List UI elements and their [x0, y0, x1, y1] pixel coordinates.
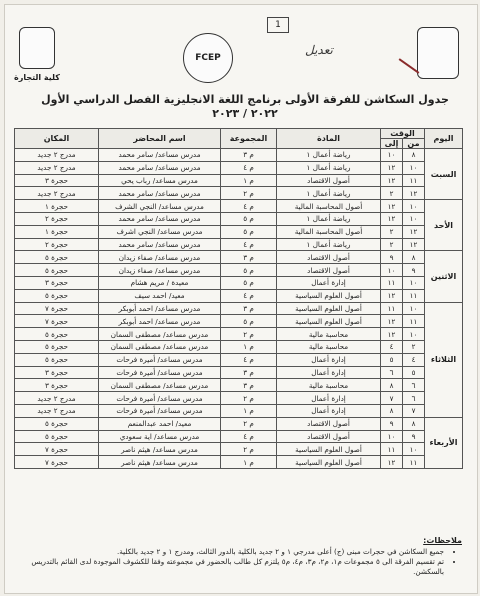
cell-subject: رياضة أعمال ١ [277, 187, 381, 200]
cell-subject: إدارة أعمال [277, 276, 381, 289]
cell-group: م ٢ [221, 417, 277, 430]
cell-group: م ٣ [221, 366, 277, 379]
cell-lecturer: مدرس مساعد/ النجي الشرف [99, 200, 221, 213]
cell-from: ١١ [403, 456, 425, 469]
cell-lecturer: معيدة / مريم هشام [99, 276, 221, 289]
cell-subject: رياضة أعمال ١ [277, 212, 381, 225]
cell-lecturer: مدرس مساعد/ مصطفى السمان [99, 379, 221, 392]
cell-to: ١٢ [381, 289, 403, 302]
cell-from: ٢ [403, 340, 425, 353]
cell-from: ٧ [403, 404, 425, 417]
cell-group: م ٤ [221, 200, 277, 213]
cell-place: حجرة ١ [15, 225, 99, 238]
cell-to: ١١ [381, 302, 403, 315]
cell-subject: أصول المحاسبة المالية [277, 225, 381, 238]
cell-group: م ٥ [221, 212, 277, 225]
college-label: كلية التجارة [14, 73, 60, 82]
cell-lecturer: مدرس مساعد/ رباب يحي [99, 174, 221, 187]
cell-group: م ١ [221, 340, 277, 353]
day-cell: الأربعاء [425, 417, 463, 468]
day-cell: السبت [425, 149, 463, 200]
cell-lecturer: مدرس مساعد/ أميرة فرحات [99, 392, 221, 405]
cell-to: ١٢ [381, 200, 403, 213]
cell-to: ١٢ [381, 212, 403, 225]
table-row [15, 456, 463, 469]
day-cell: الثلاثاء [425, 302, 463, 417]
cell-from: ١٠ [403, 200, 425, 213]
cell-place: حجرة ٥ [15, 353, 99, 366]
table-row [15, 443, 463, 456]
cell-group: م ٢ [221, 328, 277, 341]
col-day: اليوم [425, 129, 463, 149]
cell-to: ٨ [381, 379, 403, 392]
cell-group: م ٢ [221, 443, 277, 456]
cell-group: م ٤ [221, 353, 277, 366]
cell-to: ١٢ [381, 161, 403, 174]
cell-lecturer: مدرس مساعد/ سامر محمد [99, 187, 221, 200]
handwritten-note: تعديل [305, 43, 333, 57]
cell-place: مدرج ٢ جديد [15, 392, 99, 405]
table-row [15, 276, 463, 289]
cell-from: ٩ [403, 264, 425, 277]
cell-group: م ٢ [221, 187, 277, 200]
cell-lecturer: مدرس مساعد/ النجي اشرف [99, 225, 221, 238]
cell-subject: أصول العلوم السياسية [277, 443, 381, 456]
cell-place: حجرة ٧ [15, 315, 99, 328]
cell-group: م ٤ [221, 430, 277, 443]
cell-place: حجرة ٥ [15, 328, 99, 341]
cell-from: ٦ [403, 379, 425, 392]
table-row [15, 353, 463, 366]
cell-from: ١٠ [403, 302, 425, 315]
col-group: المجموعة [221, 129, 277, 149]
table-row [15, 289, 463, 302]
cell-place: حجرة ٢ [15, 238, 99, 251]
cell-from: ١١ [403, 174, 425, 187]
cell-lecturer: مدرس مساعد/ هيثم ناصر [99, 456, 221, 469]
cell-from: ٦ [403, 392, 425, 405]
university-logo [19, 27, 55, 69]
table-row [15, 174, 463, 187]
cell-place: حجرة ٧ [15, 443, 99, 456]
day-cell: الأحد [425, 200, 463, 251]
cell-subject: أصول العلوم السياسية [277, 315, 381, 328]
table-row [15, 212, 463, 225]
cell-from: ١٠ [403, 212, 425, 225]
cell-to: ١٢ [381, 315, 403, 328]
cell-subject: إدارة أعمال [277, 392, 381, 405]
cell-lecturer: مدرس مساعد/ هيثم ناصر [99, 443, 221, 456]
col-time: الوقت [381, 129, 425, 139]
cell-to: ١٠ [381, 149, 403, 162]
cell-subject: محاسبة مالية [277, 328, 381, 341]
cell-place: حجرة ٥ [15, 430, 99, 443]
cell-subject: رياضة أعمال ١ [277, 161, 381, 174]
table-row [15, 161, 463, 174]
cell-from: ١٢ [403, 225, 425, 238]
cell-from: ١٢ [403, 187, 425, 200]
cell-from: ١٠ [403, 443, 425, 456]
cell-to: ١١ [381, 443, 403, 456]
cell-from: ١٠ [403, 328, 425, 341]
cell-place: حجرة ٧ [15, 302, 99, 315]
cell-group: م ١ [221, 456, 277, 469]
day-cell: الاثنين [425, 251, 463, 302]
table-row [15, 251, 463, 264]
cell-lecturer: معيد/ احمد سيف [99, 289, 221, 302]
cell-subject: أصول الاقتصاد [277, 174, 381, 187]
table-row [15, 430, 463, 443]
cell-place: حجرة ١ [15, 200, 99, 213]
cell-place: حجرة ٥ [15, 417, 99, 430]
cell-subject: أصول العلوم السياسية [277, 302, 381, 315]
cell-from: ٤ [403, 353, 425, 366]
cell-subject: رياضة أعمال ١ [277, 238, 381, 251]
table-row [15, 302, 463, 315]
table-row [15, 366, 463, 379]
cell-lecturer: مدرس مساعد/ صفاء زيدان [99, 264, 221, 277]
cell-lecturer: مدرس مساعد/ احمد أبوبكر [99, 302, 221, 315]
cell-subject: أصول المحاسبة المالية [277, 200, 381, 213]
cell-group: م ٤ [221, 161, 277, 174]
cell-subject: محاسبة مالية [277, 379, 381, 392]
cell-to: ٩ [381, 417, 403, 430]
cell-lecturer: مدرس مساعد/ مصطفى السمان [99, 340, 221, 353]
cell-group: م ٥ [221, 276, 277, 289]
cell-group: م ٢ [221, 392, 277, 405]
cell-lecturer: مدرس مساعد/ صفاء زيدان [99, 251, 221, 264]
cell-subject: أصول الاقتصاد [277, 251, 381, 264]
cell-place: حجرة ٥ [15, 289, 99, 302]
cell-group: م ٥ [221, 315, 277, 328]
cell-place: حجرة ٣ [15, 366, 99, 379]
cell-lecturer: مدرس مساعد/ سامر محمد [99, 149, 221, 162]
note-item: • تم تقسيم الفرقة الى ٥ مجموعات م١، م٢، م٣، م٤، م٥ يلتزم كل طالب بالحضور في مجموعته وفقا للكشوف الموجودة لدى القائم بالتدريس بالسكشن. [14, 557, 444, 577]
cell-group: م ٣ [221, 379, 277, 392]
cell-to: ٢ [381, 238, 403, 251]
cell-to: ٦ [381, 366, 403, 379]
cell-lecturer: مدرس مساعد/ سامر محمد [99, 212, 221, 225]
table-row [15, 340, 463, 353]
cell-lecturer: مدرس مساعد/ أميرة فرحات [99, 404, 221, 417]
table-row [15, 238, 463, 251]
cell-place: حجرة ٣ [15, 379, 99, 392]
table-row [15, 328, 463, 341]
cell-subject: أصول العلوم السياسية [277, 289, 381, 302]
page-title: جدول السكاشن للفرقة الأولى برنامج اللغة الانجليزية الفصل الدراسي الأول ٢٠٢٢ / ٢٠٢٣ [41, 93, 449, 120]
cell-place: حجرة ٥ [15, 340, 99, 353]
cell-lecturer: مدرس مساعد/ مصطفى السمان [99, 328, 221, 341]
cell-subject: أصول العلوم السياسية [277, 456, 381, 469]
cell-to: ٥ [381, 353, 403, 366]
cell-to: ١٠ [381, 264, 403, 277]
assiut-university-logo [417, 27, 459, 79]
schedule-table [14, 128, 463, 469]
cell-place: حجرة ٥ [15, 264, 99, 277]
cell-to: ١١ [381, 276, 403, 289]
cell-to: ١٢ [381, 174, 403, 187]
cell-group: م ٣ [221, 302, 277, 315]
cell-place: مدرج ٢ جديد [15, 187, 99, 200]
cell-lecturer: معيد/ احمد عبدالمنعم [99, 417, 221, 430]
cell-group: م ٤ [221, 289, 277, 302]
cell-subject: إدارة أعمال [277, 404, 381, 417]
cell-to: ٩ [381, 251, 403, 264]
cell-from: ١٠ [403, 161, 425, 174]
cell-subject: أصول الاقتصاد [277, 430, 381, 443]
cell-to: ٢ [381, 225, 403, 238]
cell-to: ٧ [381, 392, 403, 405]
col-from: من [403, 139, 425, 149]
cell-from: ١١ [403, 289, 425, 302]
cell-place: مدرج ٢ جديد [15, 404, 99, 417]
cell-subject: أصول الاقتصاد [277, 264, 381, 277]
table-row [15, 225, 463, 238]
notes-heading: ملاحظات: [423, 536, 462, 545]
table-row [15, 200, 463, 213]
table-row [15, 392, 463, 405]
cell-group: م ١ [221, 174, 277, 187]
cell-from: ٨ [403, 149, 425, 162]
table-row [15, 187, 463, 200]
col-lecturer: اسم المحاضر [99, 129, 221, 149]
cell-subject: أصول الاقتصاد [277, 417, 381, 430]
notes-section [14, 536, 462, 577]
cell-lecturer: مدرس مساعد/ أميرة فرحات [99, 353, 221, 366]
col-place: المكان [15, 129, 99, 149]
col-subject: المادة [277, 129, 381, 149]
cell-group: م ٥ [221, 264, 277, 277]
cell-group: م ٣ [221, 149, 277, 162]
cell-to: ١٢ [381, 456, 403, 469]
cell-place: حجرة ٧ [15, 456, 99, 469]
cell-place: حجرة ٢ [15, 212, 99, 225]
table-row [15, 404, 463, 417]
fcep-logo-text: FCEP [195, 53, 221, 63]
cell-place: حجرة ٣ [15, 174, 99, 187]
fcep-logo [183, 33, 233, 83]
table-row [15, 417, 463, 430]
cell-to: ١٢ [381, 328, 403, 341]
cell-from: ١٠ [403, 276, 425, 289]
page-number: 1 [267, 17, 289, 33]
cell-place: مدرج ٢ جديد [15, 161, 99, 174]
cell-to: ٤ [381, 340, 403, 353]
cell-group: م ١ [221, 404, 277, 417]
cell-lecturer: مدرس مساعد/ سامر محمد [99, 161, 221, 174]
cell-group: م ٥ [221, 225, 277, 238]
cell-from: ١١ [403, 315, 425, 328]
table-row [15, 315, 463, 328]
cell-from: ٨ [403, 251, 425, 264]
cell-to: ٢ [381, 187, 403, 200]
cell-subject: رياضة أعمال ١ [277, 149, 381, 162]
note-item: • جميع السكاشن في حجرات مبنى (ج) أعلى مدرجي ١ و ٢ جديد بالكلية بالدور الثالث، ومدرج ١ و ٢ جديد بالكلية. [14, 547, 444, 557]
cell-from: ١٢ [403, 238, 425, 251]
cell-place: مدرج ٢ جديد [15, 149, 99, 162]
cell-lecturer: مدرس مساعد/ اية سعودي [99, 430, 221, 443]
cell-place: حجرة ٥ [15, 251, 99, 264]
cell-group: م ٤ [221, 238, 277, 251]
cell-lecturer: مدرس مساعد/ أميرة فرحات [99, 366, 221, 379]
cell-subject: إدارة أعمال [277, 353, 381, 366]
cell-from: ٨ [403, 417, 425, 430]
cell-place: حجرة ٣ [15, 276, 99, 289]
notes-list [14, 547, 452, 577]
table-row [15, 379, 463, 392]
col-to: إلى [381, 139, 403, 149]
table-row [15, 149, 463, 162]
cell-lecturer: مدرس مساعد/ سامر محمد [99, 238, 221, 251]
cell-group: م ٣ [221, 251, 277, 264]
cell-subject: إدارة أعمال [277, 366, 381, 379]
cell-subject: محاسبة مالية [277, 340, 381, 353]
cell-from: ٩ [403, 430, 425, 443]
table-row [15, 264, 463, 277]
cell-to: ٨ [381, 404, 403, 417]
cell-lecturer: مدرس مساعد/ احمد أبوبكر [99, 315, 221, 328]
cell-from: ٥ [403, 366, 425, 379]
cell-to: ١٠ [381, 430, 403, 443]
